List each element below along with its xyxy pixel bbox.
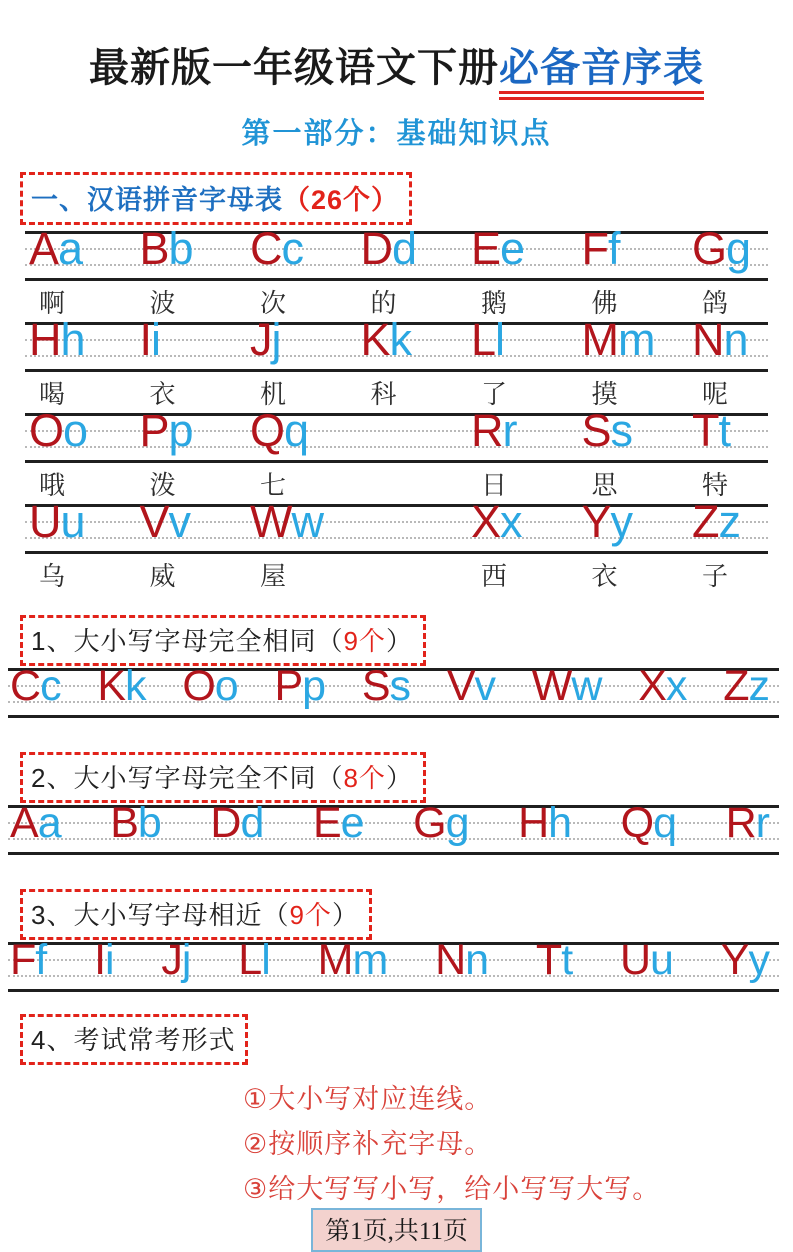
letter-pair: Vv xyxy=(139,496,191,547)
letter-pair: Gg xyxy=(413,799,469,847)
alphabet-letter-row xyxy=(25,314,768,372)
subsection-different-count: 8个 xyxy=(343,763,386,793)
letter-pair: Yy xyxy=(720,936,769,984)
hanzi-cell: 啊 xyxy=(39,288,66,318)
letter-pair: Mm xyxy=(581,314,655,365)
letter-pair: Hh xyxy=(518,799,572,847)
subsection-identical-label: 1、大小写字母完全相同（ xyxy=(31,626,344,656)
letter-pair: Uu xyxy=(29,496,85,547)
letter-pair: Nn xyxy=(435,936,489,984)
worksheet-page xyxy=(0,36,793,1245)
letter-pair: Tt xyxy=(692,405,731,456)
letter-pair: Jj xyxy=(250,314,281,365)
letter-pair: Yy xyxy=(581,496,633,547)
alphabet-hanzi-row xyxy=(25,463,768,504)
letter-pair: Xx xyxy=(471,496,522,547)
letter-pair: Oo xyxy=(29,405,88,456)
letter-pair: Ll xyxy=(238,936,270,984)
alphabet-letter-row xyxy=(25,496,768,554)
letter-pair: Ww xyxy=(531,662,602,710)
letter-pair: Rr xyxy=(725,799,769,847)
hanzi-cell: 的 xyxy=(370,288,397,318)
exam-item-list xyxy=(0,1077,793,1212)
hanzi-cell: 衣 xyxy=(591,561,618,591)
alphabet-hanzi-row xyxy=(25,372,768,413)
subsection-identical-count: 9个 xyxy=(343,626,386,656)
letter-pair: Pp xyxy=(139,405,193,456)
alphabet-table xyxy=(0,223,793,595)
letter-pair: Vv xyxy=(446,662,496,710)
letter-pair: Hh xyxy=(29,314,85,365)
letter-pair: Ee xyxy=(471,223,525,274)
page-number-badge: 第1页,共11页 xyxy=(311,1208,482,1252)
subsection-similar-heading xyxy=(20,889,372,940)
letter-pair: Dd xyxy=(360,223,417,274)
hanzi-cell: 日 xyxy=(481,470,508,500)
hanzi-cell: 了 xyxy=(481,379,508,409)
subsection-identical-suffix: ） xyxy=(385,626,413,656)
letter-pair: Cc xyxy=(10,662,61,710)
page-title-highlight: 必备音序表 xyxy=(499,46,704,100)
letter-pair: Ll xyxy=(471,314,505,365)
exam-item-3: ③给大写写小写，给小写写大写。 xyxy=(243,1174,661,1204)
letter-pair: Ff xyxy=(581,223,620,274)
letter-pair: Uu xyxy=(619,936,673,984)
subsection-identical-letters xyxy=(8,662,779,718)
hanzi-cell: 波 xyxy=(149,288,176,318)
letter-pair: Oo xyxy=(182,662,238,710)
hanzi-cell: 鸽 xyxy=(702,288,729,318)
hanzi-cell: 呢 xyxy=(702,379,729,409)
hanzi-cell: 机 xyxy=(260,379,287,409)
hanzi-cell: 哦 xyxy=(39,470,66,500)
hanzi-cell: 次 xyxy=(260,288,287,318)
letter-pair: Nn xyxy=(692,314,748,365)
exam-item-2: ②按顺序补充字母。 xyxy=(243,1129,493,1159)
letter-pair: Ss xyxy=(361,662,411,710)
hanzi-cell: 威 xyxy=(149,561,176,591)
letter-pair: Bb xyxy=(139,223,193,274)
alphabet-section-count: （26个） xyxy=(283,185,400,215)
hanzi-cell: 特 xyxy=(702,470,729,500)
hanzi-cell: 鹅 xyxy=(481,288,508,318)
hanzi-cell: 佛 xyxy=(591,288,618,318)
letter-pair: Jj xyxy=(161,936,191,984)
letter-pair: Ww xyxy=(250,496,323,547)
alphabet-hanzi-row xyxy=(25,554,768,595)
page-title xyxy=(0,36,793,93)
hanzi-cell: 乌 xyxy=(39,561,66,591)
subsection-different-letters xyxy=(8,799,779,855)
subsection-similar-suffix: ） xyxy=(331,900,359,930)
letter-pair: Bb xyxy=(110,799,161,847)
letter-pair: Gg xyxy=(692,223,751,274)
subsection-similar-count: 9个 xyxy=(289,900,332,930)
letter-pair: Dd xyxy=(210,799,264,847)
letter-pair: Kk xyxy=(97,662,146,710)
hanzi-cell: 七 xyxy=(260,470,287,500)
subsection-identical xyxy=(0,599,793,718)
subsection-identical-heading xyxy=(20,615,426,666)
alphabet-letter-row xyxy=(25,405,768,463)
hanzi-cell: 西 xyxy=(481,561,508,591)
hanzi-cell: 摸 xyxy=(591,379,618,409)
letter-pair: Ee xyxy=(312,799,364,847)
letter-pair: Ss xyxy=(581,405,633,456)
letter-pair: Ff xyxy=(10,936,47,984)
hanzi-cell: 思 xyxy=(591,470,618,500)
letter-pair: Ii xyxy=(94,936,114,984)
letter-pair xyxy=(357,507,468,557)
letter-pair: Kk xyxy=(360,314,412,365)
subsection-similar-letters xyxy=(8,936,779,992)
hanzi-cell: 衣 xyxy=(149,379,176,409)
page-subtitle: 第一部分：基础知识点 xyxy=(241,118,552,150)
exam-section-heading: 4、考试常考形式 xyxy=(20,1014,248,1065)
subsection-different xyxy=(0,736,793,855)
hanzi-cell: 子 xyxy=(702,561,729,591)
letter-pair: Qq xyxy=(620,799,677,847)
letter-pair: Aa xyxy=(29,223,83,274)
hanzi-cell: 泼 xyxy=(149,470,176,500)
hanzi-cell: 科 xyxy=(370,379,397,409)
letter-pair: Zz xyxy=(692,496,740,547)
hanzi-cell: 屋 xyxy=(260,561,287,591)
subsection-different-label: 2、大小写字母完全不同（ xyxy=(31,763,344,793)
alphabet-letter-row xyxy=(25,223,768,281)
alphabet-section-label: 一、汉语拼音字母表 xyxy=(31,185,283,215)
letter-pair: Ii xyxy=(139,314,161,365)
letter-pair: Zz xyxy=(723,662,769,710)
letter-pair: Xx xyxy=(638,662,687,710)
page-title-black: 最新版一年级语文下册 xyxy=(89,46,499,90)
exam-item-1: ①大小写对应连线。 xyxy=(243,1084,493,1114)
subsection-different-suffix: ） xyxy=(385,763,413,793)
letter-pair: Aa xyxy=(10,799,61,847)
letter-pair: Tt xyxy=(535,936,573,984)
letter-pair xyxy=(357,416,468,466)
subsection-different-heading xyxy=(20,752,426,803)
subsection-similar xyxy=(0,873,793,992)
letter-pair: Cc xyxy=(250,223,303,274)
subsection-similar-label: 3、大小写字母相近（ xyxy=(31,900,290,930)
hanzi-cell: 喝 xyxy=(39,379,66,409)
alphabet-section-heading xyxy=(20,172,412,225)
letter-pair: Pp xyxy=(274,662,326,710)
letter-pair: Mm xyxy=(317,936,388,984)
letter-pair: Qq xyxy=(250,405,309,456)
letter-pair: Rr xyxy=(471,405,517,456)
